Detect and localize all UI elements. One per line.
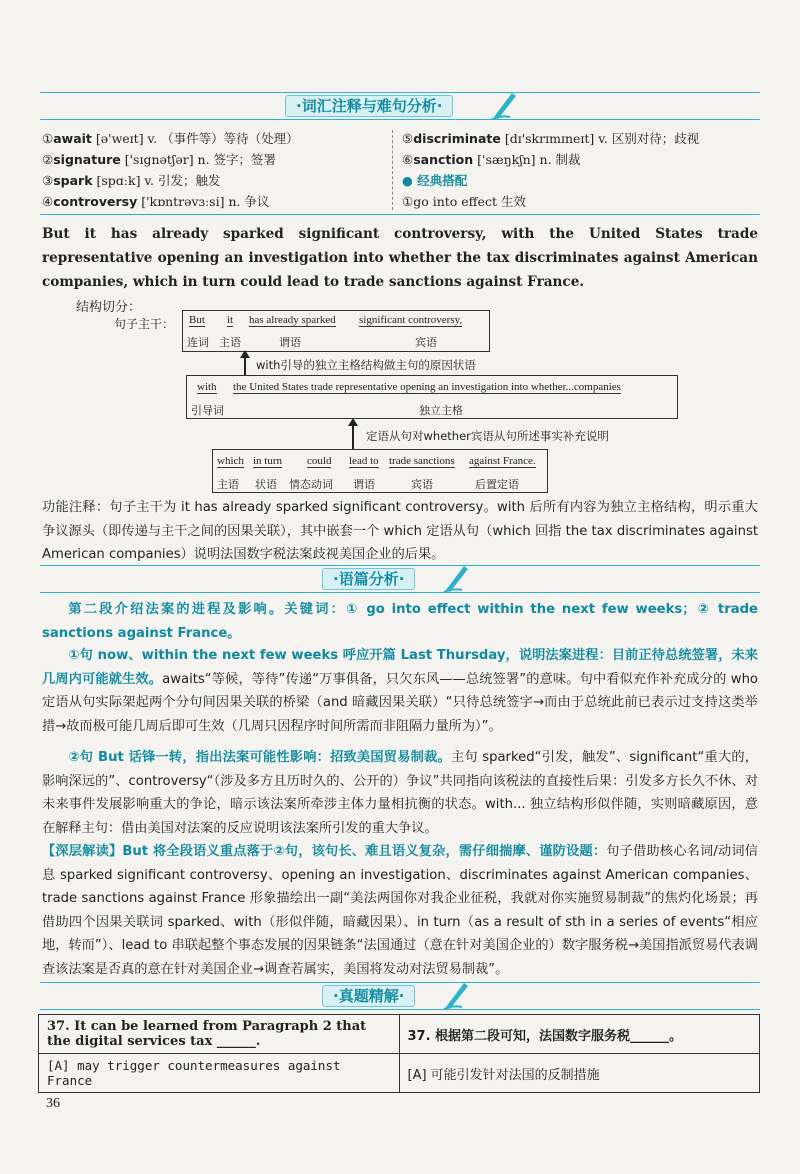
pen-icon — [488, 87, 522, 121]
column-divider — [392, 130, 393, 210]
exam-table — [38, 1014, 760, 1093]
absolute-structure-box: with 引导词 the United States trade representative opening an investigation into whether...companies 独立主格 — [186, 375, 678, 419]
vocab-left-list — [42, 128, 392, 212]
vocab-item: ⑤discriminate [dɪ'skrɪmɪneɪt] v. 区别对待；歧视 — [402, 131, 700, 146]
main-clause-box: But 连词 it 主语 has already sparked 谓语 significant controversy, 宾语 — [182, 310, 490, 352]
relative-clause-box: which 主语 in turn 状语 could 情态动词 lead to 谓语 trade sanctions 宾语 against France. 后置定语 — [212, 449, 548, 493]
exam-banner — [40, 982, 760, 1010]
vocab-item: ①await [ə'weɪt] v. （事件等）等待（处理） — [42, 131, 299, 146]
vocab-title: ·词汇注释与难句分析· — [285, 95, 453, 117]
main-clause-label: 句子主干： — [114, 317, 175, 331]
function-note: 功能注释：句子主干为 it has already sparked significant controversy。with 后所有内容为独立主格结构，明示重大争议源头（即传递与主干之间的因果关联），其中嵌套一个 which 定语从句（which 回指 the tax discriminates against American companies）说明法国数字税法案歧视美国企业的后果。 — [42, 500, 758, 562]
analysis-paragraph-1: ①句 now、within the next few weeks 呼应开篇 Last Thursday，说明法案进程：目前正待总统签署，未来几周内可能就生效。awaits“等候，等待”传递“万事俱备，只欠东风——总统签署”的意味。句中看似充作补充成分的 who 定语从句实际架起两个分句间因果关联的桥梁（and 暗藏因果关联）“只待总统签字→而由于总统此前已表示过支持这类举措→故而极可能几周后即可生效（几周只因程序时间所需而非阻隔力量所为）”。 — [42, 648, 758, 734]
table-row — [39, 1015, 760, 1054]
collocation-item: ①go into effect 生效 — [402, 194, 526, 209]
vocab-item: ②signature ['sɪgnətʃər] n. 签字；签署 — [42, 152, 277, 167]
deep-reading: 【深层解读】But 将全段语义重点落于②句，该句长、难且语义复杂，需仔细揣摩、谨防设题：句子借助核心名词/动词信息 sparked significant controversy、opening an investigation、discriminates against American companies、trade sanctions against France 形象描绘出一副“美法两国你对我企业征税，我就对你实施贸易制裁”的焦灼化场景；再借助四个因果关联词 sparked、with（形似伴随，暗藏因果）、in turn（as a result of sth in a series of events“相应地，转而”）、lead to 串联起整个事态发展的因果链条“法国通过（意在针对美国企业的）数字服务税→美国指派贸易代表调查该法案是否真的意在针对美国企业→调查若属实，美国将发动对法贸易制裁”。 — [42, 844, 758, 977]
arrow-note-2: 定语从句对whether宾语从句所述事实补充说明 — [366, 429, 609, 443]
vocab-right-list — [402, 128, 762, 212]
vocab-item: ③spark [spɑːk] v. 引发；触发 — [42, 173, 221, 188]
arrow-note-1: with引导的独立主格结构做主句的原因状语 — [256, 358, 476, 372]
exam-title: ·真题精解· — [322, 985, 415, 1007]
vocab-item: ⑥sanction ['sæŋkʃn] n. 制裁 — [402, 152, 581, 167]
vocab-item: ④controversy ['kɒntrəvɜːsi] n. 争议 — [42, 194, 270, 209]
analysis-paragraph-2: ②句 But 话锋一转，指出法案可能性影响：招致美国贸易制裁。主句 sparked“引发，触发”、significant“重大的，影响深远的”、controversy“（涉及多方且历时久的、公开的）争议”共同指向该税法的直接性后果：引发多方长久不休、对未来事件发展影响重大的争论，暗示该法案所牵涉主体力量相抗衡的状态。with... 独立结构形似伴随，实则暗藏原因，意在解释主句：借由美国对法案的反应说明该法案所引发的重大争议。 — [42, 750, 758, 836]
paragraph-summary: 第二段介绍法案的进程及影响。关键词：① go into effect within the next few weeks；② trade sanctions against France。 — [42, 602, 758, 641]
question-en: 37. It can be learned from Paragraph 2 that the digital services tax ______. — [39, 1015, 400, 1054]
structure-title: 结构切分： — [76, 300, 142, 315]
arrow-up-icon — [346, 418, 360, 450]
arrow-up-icon — [238, 350, 252, 376]
option-a-cn[interactable]: [A] 可能引发针对法国的反制措施 — [399, 1054, 760, 1093]
table-row — [39, 1054, 760, 1093]
pen-icon — [440, 977, 474, 1011]
discourse-banner — [40, 565, 760, 593]
pen-icon — [440, 560, 474, 594]
divider — [40, 214, 760, 215]
discourse-title: ·语篇分析· — [322, 568, 415, 590]
question-cn: 37. 根据第二段可知，法国数字服务税______。 — [399, 1015, 760, 1054]
collocation-title: ● 经典搭配 — [402, 173, 468, 188]
vocab-banner — [40, 92, 760, 120]
key-sentence: But it has already sparked significant controversy, with the United States trade representative opening an investigation into whether the tax discriminates against American companies, which in turn could lead to trade sanctions against France. — [42, 226, 758, 290]
option-a-en[interactable]: [A] may trigger countermeasures against France — [39, 1054, 400, 1093]
page-number: 36 — [46, 1096, 60, 1111]
